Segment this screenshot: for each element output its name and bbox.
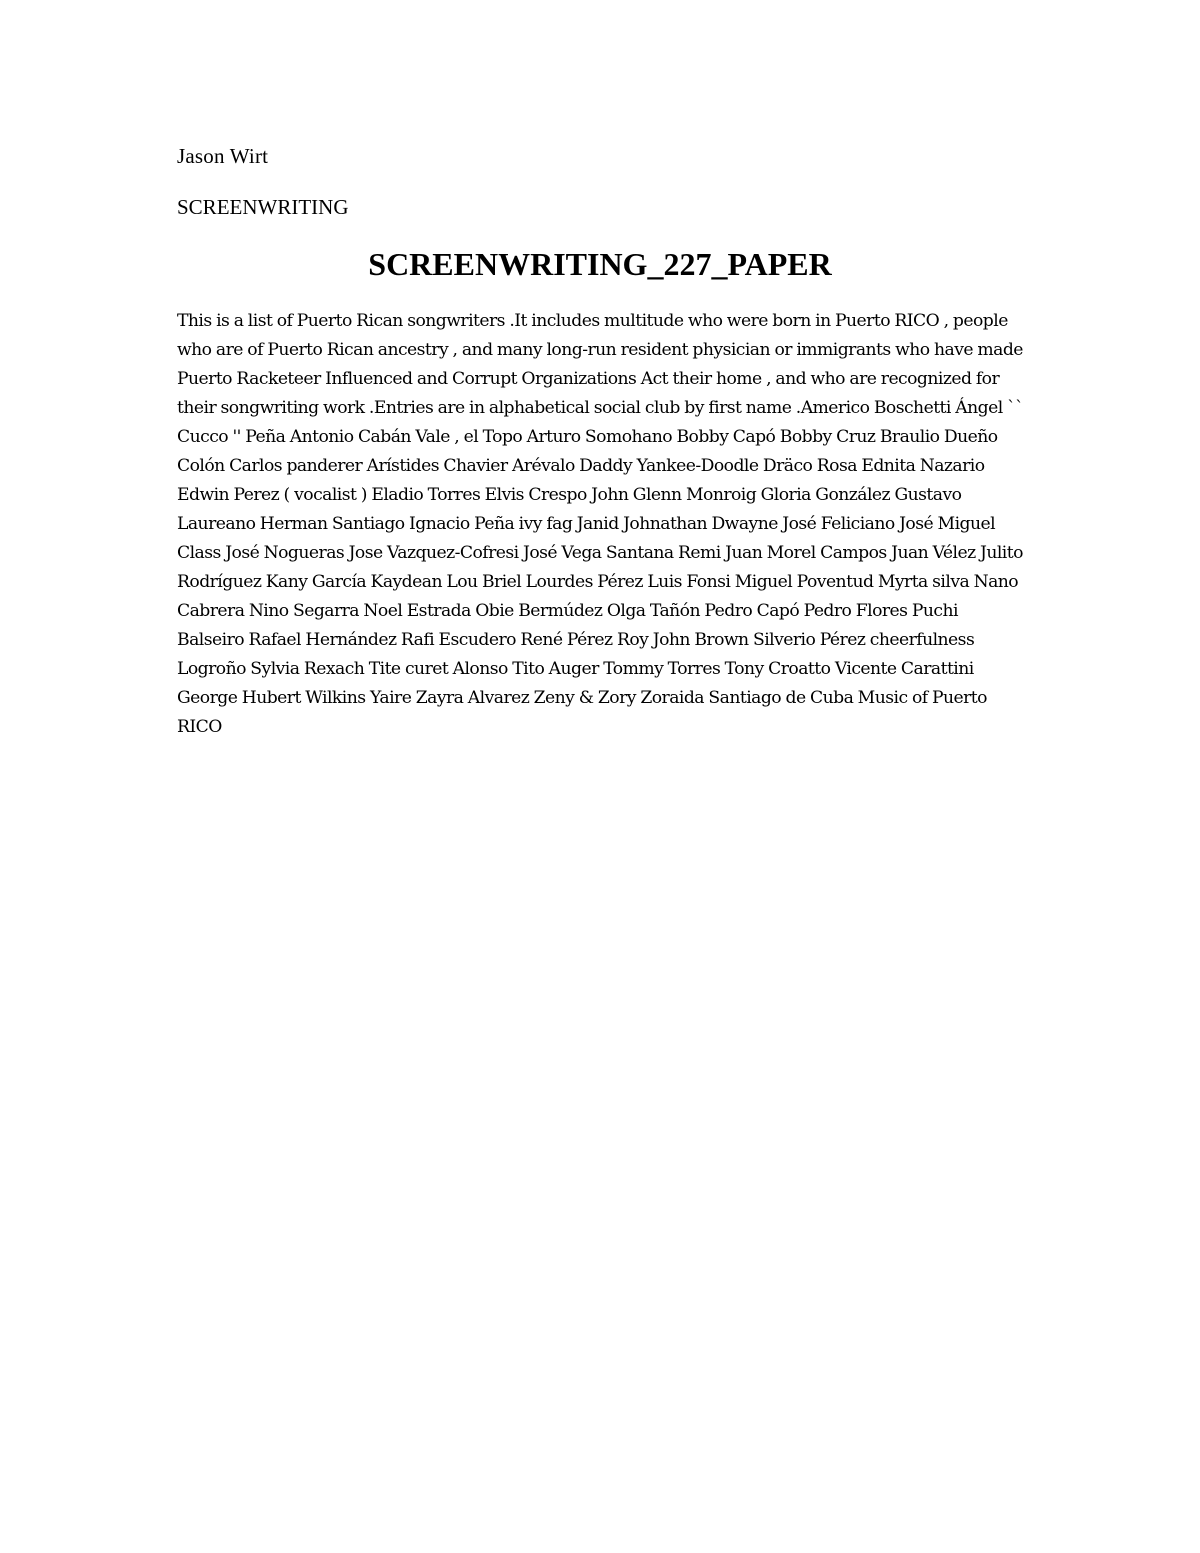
author-name: Jason Wirt — [177, 144, 269, 168]
course-name: SCREENWRITING — [177, 195, 349, 219]
body-paragraph: This is a list of Puerto Rican songwriters .It includes multitude who were born in Puerto RICO , people who are of Puerto Rican ancestry , and many long-run resident physician or immigrants who have made Puerto Racketeer Influenced and Corrupt Organizations Act their home , and who are recognized for their songwriting work .Entries are in alphabetical social club by first name .Americo Boschetti Ángel `` Cucco '' Peña Antonio Cabán Vale , el Topo Arturo Somohano Bobby Capó Bobby Cruz Braulio Dueño Colón Carlos panderer Arístides Chavier Arévalo Daddy Yankee-Doodle Dräco Rosa Ednita Nazario Edwin Perez ( vocalist ) Eladio Torres Elvis Crespo John Glenn Monroig Gloria González Gustavo Laureano Herman Santiago Ignacio Peña ivy fag Janid Johnathan Dwayne José Feliciano José Miguel Class José Nogueras Jose Vazquez-Cofresi José Vega Santana Remi Juan Morel Campos Juan Vélez Julito Rodríguez Kany García Kaydean Lou Briel Lourdes Pérez Luis Fonsi Miguel Poventud Myrta silva Nano Cabrera Nino Segarra Noel Estrada Obie Bermúdez Olga Tañón Pedro Capó Pedro Flores Puchi Balseiro Rafael Hernández Rafi Escudero René Pérez Roy John Brown Silverio Pérez cheerfulness Logroño Sylvia Rexach Tite curet Alonso Tito Auger Tommy Torres Tony Croatto Vicente Carattini George Hubert Wilkins Yaire Zayra Alvarez Zeny & Zory Zoraida Santiago de Cuba Music of Puerto RICO — [177, 311, 1024, 737]
document-title: SCREENWRITING_227_PAPER — [368, 246, 832, 282]
